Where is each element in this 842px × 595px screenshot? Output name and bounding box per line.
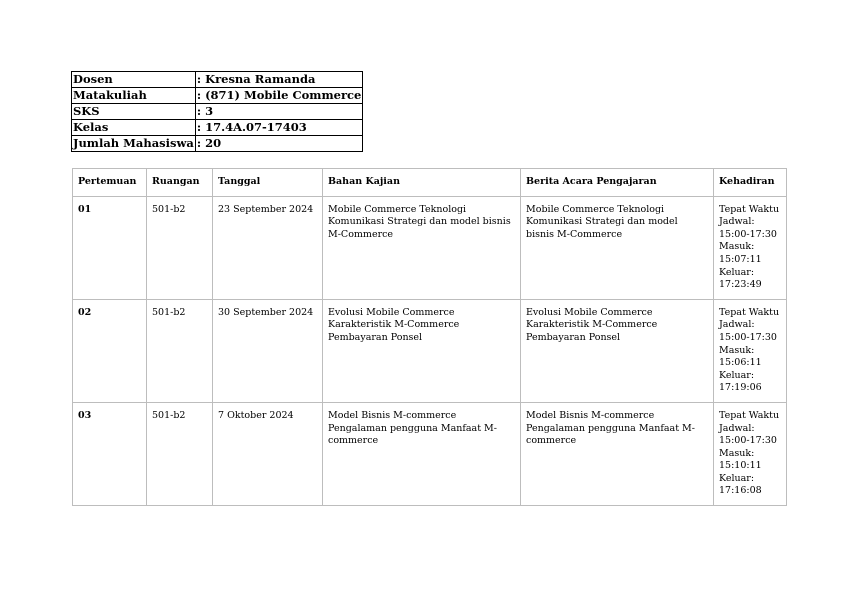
cell-ruangan: 501-b2 <box>147 196 213 299</box>
kehadiran-status: Tepat Waktu <box>719 409 780 421</box>
table-row <box>73 402 787 505</box>
kehadiran-masuk-value: 15:07:11 <box>719 253 762 265</box>
info-value: : 20 <box>195 136 363 152</box>
kehadiran-status: Tepat Waktu <box>719 203 780 215</box>
cell-berita-acara: Model Bisnis M-commerce Pengalaman pengguna Manfaat M-commerce <box>521 402 714 505</box>
info-row-kelas <box>72 120 363 136</box>
cell-tanggal: 7 Oktober 2024 <box>213 402 323 505</box>
kehadiran-keluar-value: 17:19:06 <box>719 382 762 394</box>
header-berita-acara: Berita Acara Pengajaran <box>521 169 714 197</box>
cell-pertemuan: 03 <box>73 402 147 505</box>
cell-berita-acara: Evolusi Mobile Commerce Karakteristik M-Commerce Pembayaran Ponsel <box>521 299 714 402</box>
attendance-table <box>72 168 787 506</box>
info-row-dosen <box>72 72 363 88</box>
info-value: : 17.4A.07-17403 <box>195 120 363 136</box>
kehadiran-masuk-label: Masuk: <box>719 241 755 253</box>
kehadiran-jadwal-label: Jadwal: <box>719 319 755 331</box>
cell-berita-acara: Mobile Commerce Teknologi Komunikasi Strategi dan model bisnis M-Commerce <box>521 196 714 299</box>
cell-ruangan: 501-b2 <box>147 299 213 402</box>
cell-tanggal: 30 September 2024 <box>213 299 323 402</box>
table-row <box>73 299 787 402</box>
header-bahan-kajian: Bahan Kajian <box>323 169 521 197</box>
kehadiran-jadwal-label: Jadwal: <box>719 216 755 228</box>
info-row-jumlah-mahasiswa <box>72 136 363 152</box>
kehadiran-jadwal-value: 15:00-17:30 <box>719 435 777 447</box>
kehadiran-masuk-label: Masuk: <box>719 447 755 459</box>
header-pertemuan: Pertemuan <box>73 169 147 197</box>
cell-kehadiran <box>714 299 787 402</box>
kehadiran-masuk-label: Masuk: <box>719 344 755 356</box>
kehadiran-jadwal-value: 15:00-17:30 <box>719 331 777 343</box>
info-value: : Kresna Ramanda <box>195 72 363 88</box>
info-label: Jumlah Mahasiswa <box>73 136 194 150</box>
info-value: : 3 <box>195 104 363 120</box>
header-kehadiran: Kehadiran <box>714 169 787 197</box>
header-ruangan: Ruangan <box>147 169 213 197</box>
kehadiran-jadwal-label: Jadwal: <box>719 422 755 434</box>
info-label: Kelas <box>72 120 196 136</box>
cell-kehadiran <box>714 402 787 505</box>
kehadiran-keluar-label: Keluar: <box>719 472 755 484</box>
kehadiran-masuk-value: 15:10:11 <box>719 460 762 472</box>
cell-bahan-kajian: Model Bisnis M-commerce Pengalaman pengguna Manfaat M-commerce <box>323 402 521 505</box>
kehadiran-keluar-label: Keluar: <box>719 266 755 278</box>
cell-pertemuan: 02 <box>73 299 147 402</box>
header-tanggal: Tanggal <box>213 169 323 197</box>
kehadiran-status: Tepat Waktu <box>719 306 780 318</box>
cell-ruangan: 501-b2 <box>147 402 213 505</box>
kehadiran-jadwal-value: 15:00-17:30 <box>719 228 777 240</box>
kehadiran-masuk-value: 15:06:11 <box>719 357 762 369</box>
cell-pertemuan: 01 <box>73 196 147 299</box>
table-row <box>73 196 787 299</box>
info-value: : (871) Mobile Commerce <box>196 88 362 102</box>
info-label: SKS <box>72 104 196 120</box>
info-row-sks <box>72 104 363 120</box>
cell-kehadiran <box>714 196 787 299</box>
kehadiran-keluar-value: 17:16:08 <box>719 485 762 497</box>
info-row-matakuliah <box>72 88 363 104</box>
course-info-table <box>71 71 363 152</box>
cell-tanggal: 23 September 2024 <box>213 196 323 299</box>
cell-bahan-kajian: Mobile Commerce Teknologi Komunikasi Strategi dan model bisnis M-Commerce <box>323 196 521 299</box>
kehadiran-keluar-value: 17:23:49 <box>719 279 762 291</box>
cell-bahan-kajian: Evolusi Mobile Commerce Karakteristik M-Commerce Pembayaran Ponsel <box>323 299 521 402</box>
info-label: Matakuliah <box>72 88 196 104</box>
info-label: Dosen <box>72 72 196 88</box>
table-header-row <box>73 169 787 197</box>
kehadiran-keluar-label: Keluar: <box>719 369 755 381</box>
